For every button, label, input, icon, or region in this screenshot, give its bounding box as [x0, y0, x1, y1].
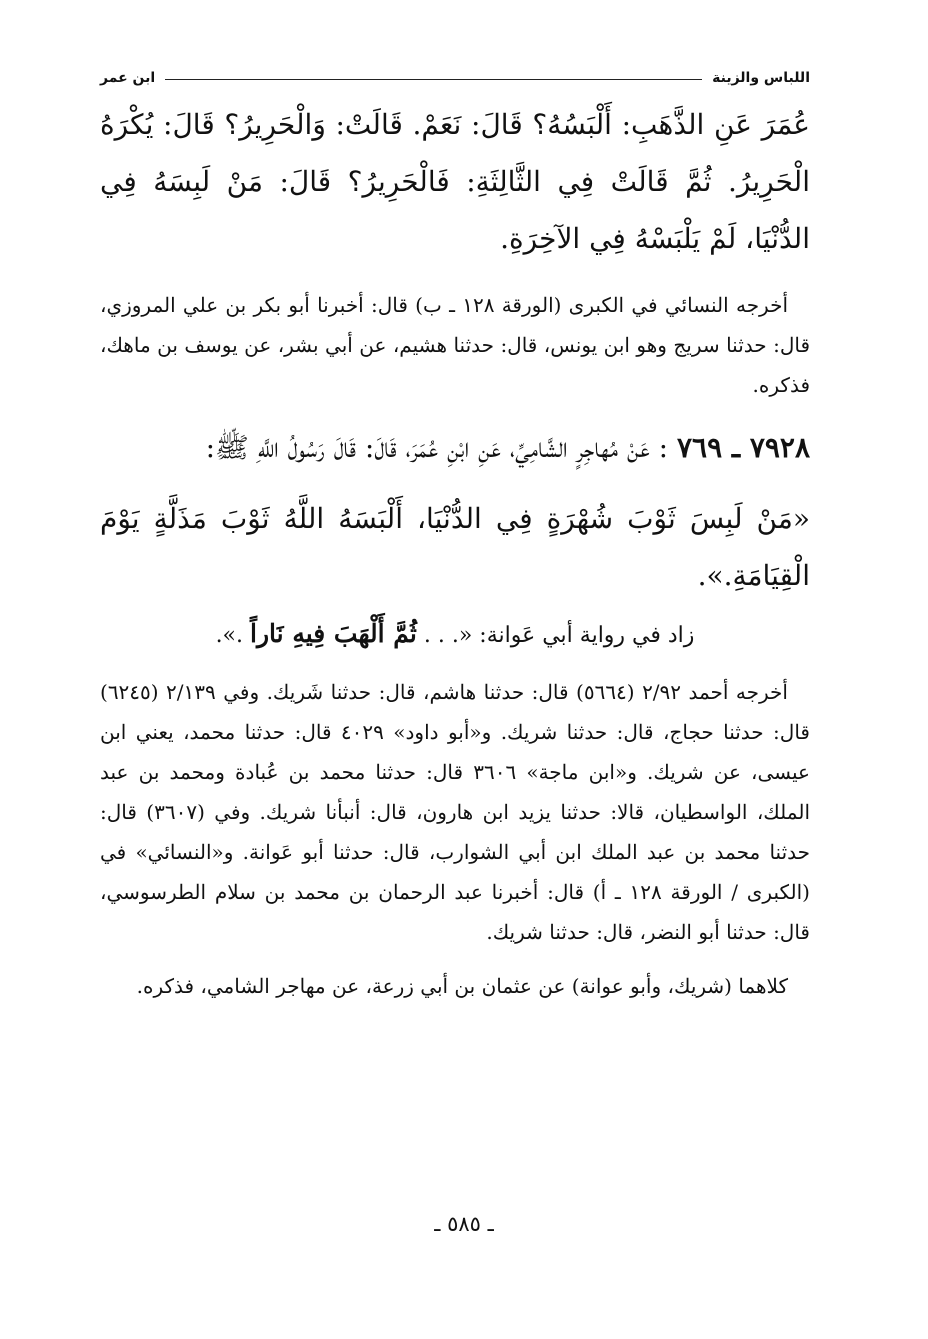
- page-number: ـ ٥٨٥ ـ: [434, 1212, 494, 1236]
- page-body: [100, 70, 810, 1006]
- riwaya-addition: [100, 612, 810, 658]
- companion-name: ابن عمر: [100, 70, 156, 86]
- hadith-number: ٧٩٢٨ ـ ٧٦٩: [677, 431, 810, 464]
- chapter-title: اللباس والزينة: [712, 70, 810, 86]
- addition-prefix: زاد في رواية أبي عَوانة: «. . .: [423, 623, 695, 648]
- hadith-matn: «مَنْ لَبِسَ ثَوْبَ شُهْرَةٍ فِي الدُّنْيَا، أَلْبَسَهُ اللَّهُ ثَوْبَ مَذَلَّةٍ يَوْمَ الْقِيَامَةِ.».: [100, 502, 810, 592]
- conclusion-paragraph: كلاهما (شريك، وأبو عوانة) عن عثمان بن أبي زرعة، عن مهاجر الشامي، فذكره.: [136, 974, 788, 998]
- running-header: [100, 70, 810, 86]
- takhrij-paragraph-2: أخرجه أحمد ٢/٩٢ (٥٦٦٤) قال: حدثنا هاشم، قال: حدثنا شَريك. وفي ٢/١٣٩ (٦٢٤٥) قال: حدثنا حجاج، قال: حدثنا شريك. و«أبو داود» ٤٠٢٩ قال: حدثنا محمد، يعني ابن عيسى، عن شريك. و«ابن ماجة» ٣٦٠٦ قال: حدثنا محمد بن عُبادة ومحمد بن عبد الملك، الواسطيان، قالا: حدثنا يزيد ابن هارون، قال: أنبأنا شريك. وفي (٣٦٠٧) قال: حدثنا محمد بن عبد الملك ابن أبي الشوارب، قال: حدثنا أبو عَوانة. و«النسائي» في (الكبرى / الورقة ١٢٨ ـ أ) قال: أخبرنا عبد الرحمان بن محمد بن سلام الطرسوسي، قال: حدثنا أبو النضر، قال: حدثنا شريك.: [100, 680, 810, 944]
- addition-quote: ثُمَّ أَلْهَبَ فِيهِ نَاراً: [250, 619, 417, 648]
- takhrij-paragraph-1: أخرجه النسائي في الكبرى (الورقة ١٢٨ ـ ب) قال: أخبرنا أبو بكر بن علي المروزي، قال: حدثنا سريج وهو ابن يونس، قال: حدثنا هشيم، عن أبي بشر، عن يوسف بن ماهك، فذكره.: [100, 293, 810, 397]
- hadith-isnad-text: : عَنْ مُهاجِرٍ الشَّامِيِّ، عَنِ ابْنِ عُمَرَ، قَالَ: قَالَ رَسُولُ اللَّهِ ﷺ:: [205, 431, 669, 464]
- hadith-isnad: [100, 419, 810, 476]
- header-rule: [165, 79, 702, 80]
- addition-suffix: .».: [215, 623, 244, 648]
- hadith-continuation: عُمَرَ عَنِ الذَّهَبِ: أَلْبَسُهُ؟ قَالَ: نَعَمْ. قَالَتْ: وَالْحَرِيرُ؟ قَالَ: يُكْرَهُ الْحَرِيرُ. ثُمَّ قَالَتْ فِي الثَّالِثَةِ: فَالْحَرِيرُ؟ قَالَ: مَنْ لَبِسَهُ فِي الدُّنْيَا، لَمْ يَلْبَسْهُ فِي الآخِرَةِ.: [100, 108, 810, 255]
